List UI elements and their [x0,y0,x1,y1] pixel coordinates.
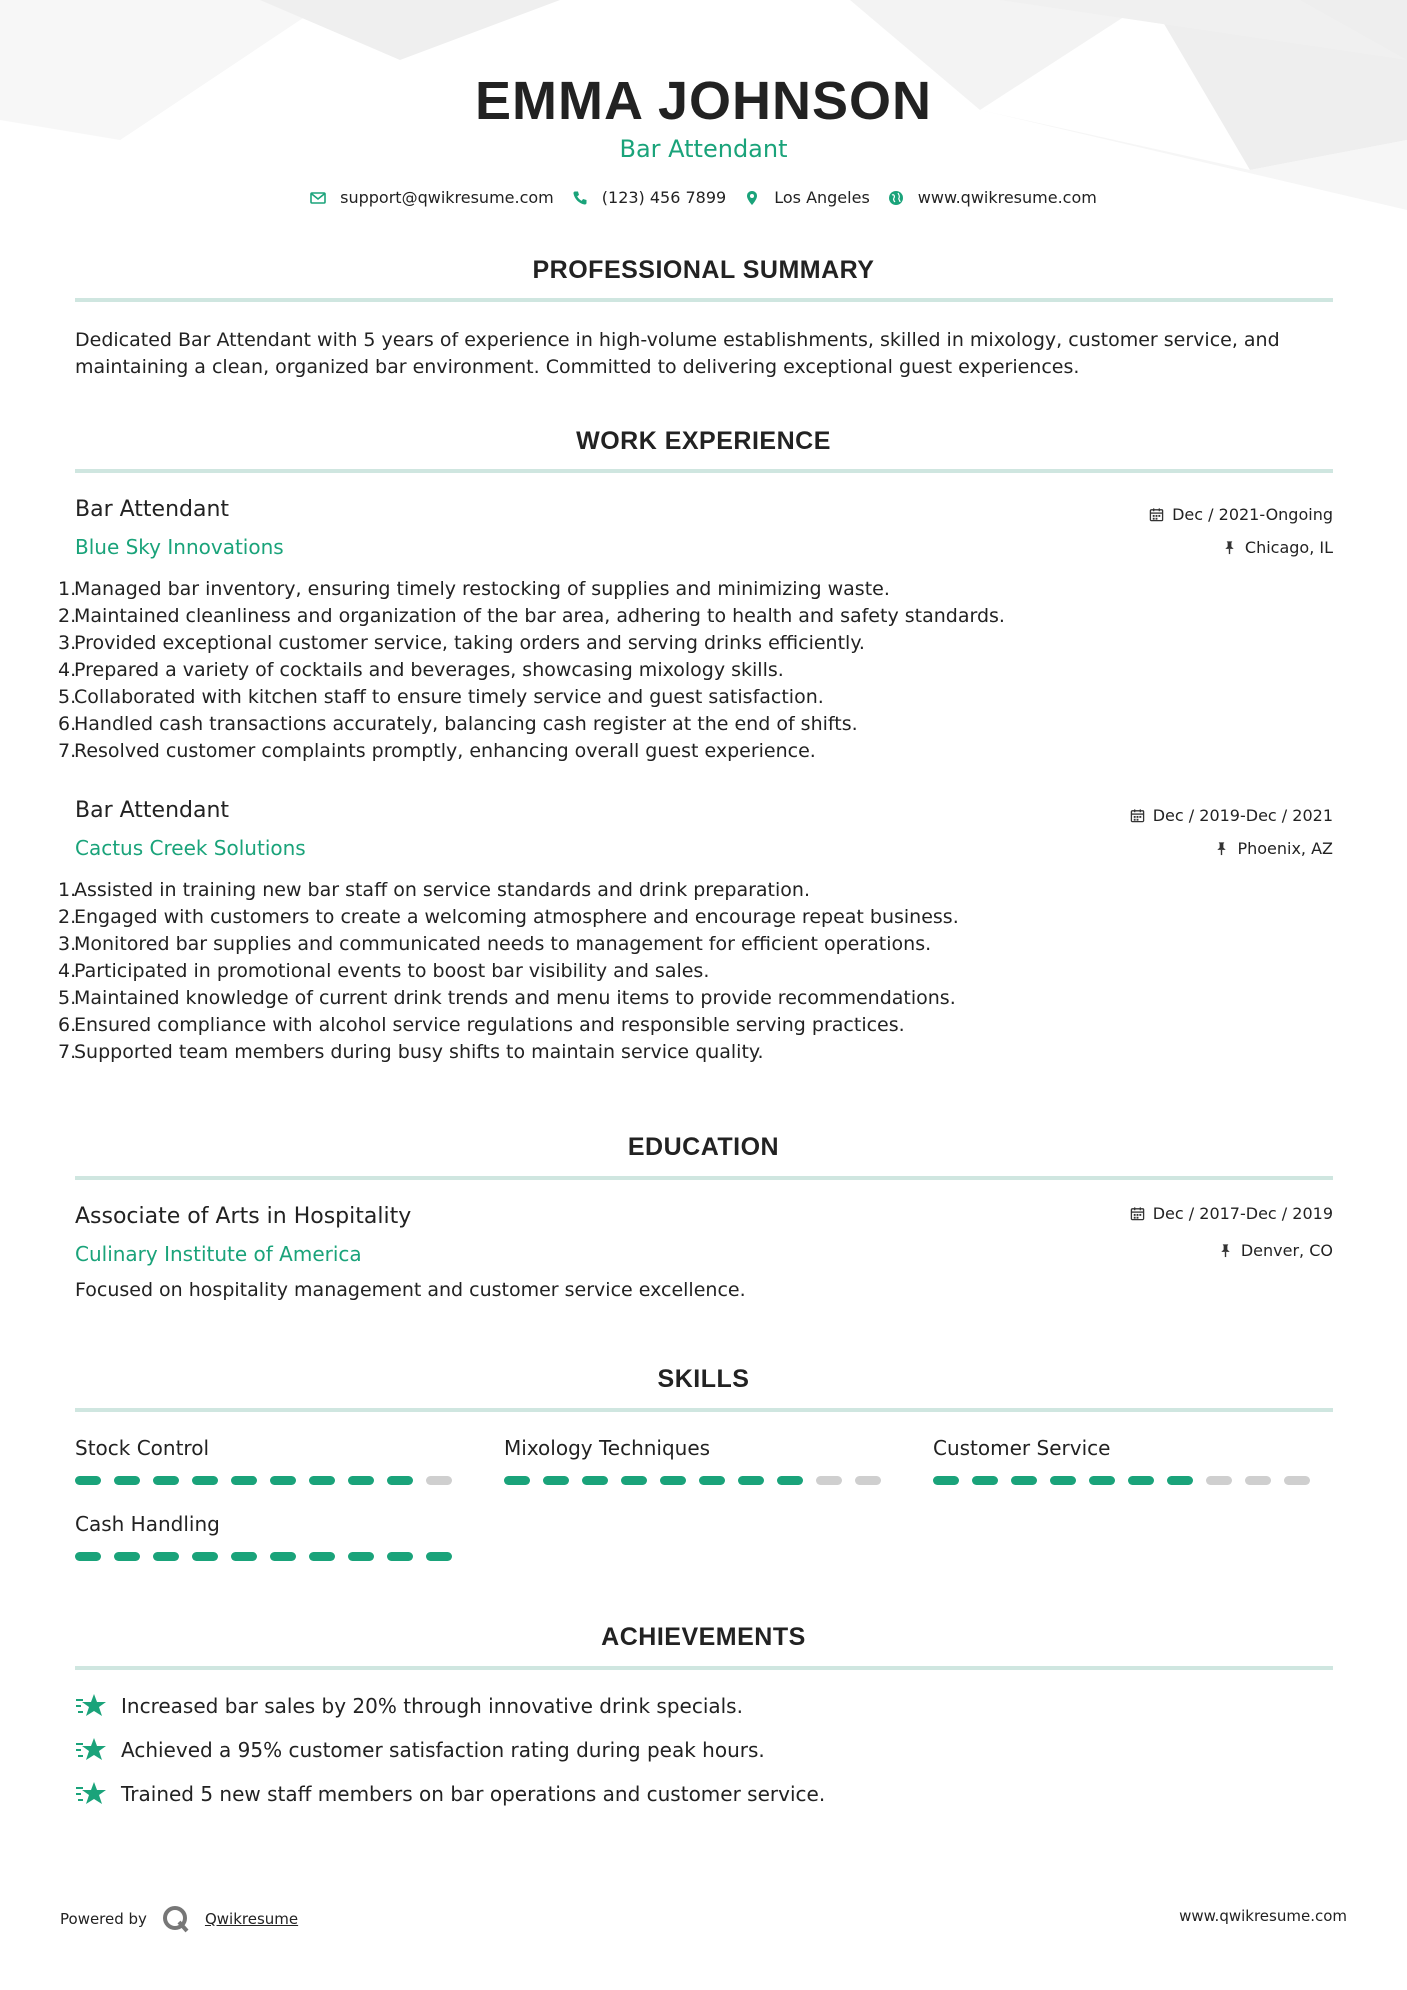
contact-location-text: Los Angeles [774,188,870,207]
education-degree: Associate of Arts in Hospitality [75,1204,412,1229]
achievement-item [75,1780,825,1808]
envelope-icon [310,190,326,206]
rating-dash-filled [270,1552,296,1561]
rating-dash-filled [1128,1476,1154,1485]
list-item: 5. Collaborated with kitchen staff to ensure timely service and guest satisfaction. [58,684,1333,711]
pushpin-icon [1214,841,1229,856]
list-item: 6. Handled cash transactions accurately, balancing cash register at the end of shifts. [58,711,1333,738]
contact-phone-text: (123) 456 7899 [601,188,727,207]
summary-divider [75,298,1333,302]
footer-powered-by [60,1904,298,1934]
list-item: 3. Monitored bar supplies and communicated needs to management for efficient operations. [58,931,1333,958]
job-location-text: Phoenix, AZ [1237,839,1333,858]
candidate-name: EMMA JOHNSON [474,71,933,131]
duty-text: Prepared a variety of cocktails and beverages, showcasing mixology skills. [74,659,784,681]
skill-name: Cash Handling [75,1512,220,1536]
skill-rating [75,1552,452,1561]
skill-name: Mixology Techniques [504,1436,711,1460]
list-item: 7. Supported team members during busy shifts to maintain service quality. [58,1039,1333,1066]
skill-name: Stock Control [75,1436,210,1460]
rating-dash-filled [75,1476,101,1485]
rating-dash-filled [972,1476,998,1485]
achievement-item [75,1736,765,1764]
education-description: Focused on hospitality management and customer service excellence. [75,1279,746,1301]
list-item: 4. Participated in promotional events to boost bar visibility and sales. [58,958,1333,985]
skill-item [75,1436,455,1460]
calendar-icon [1130,1206,1145,1221]
achievements-divider [75,1666,1333,1670]
contact-website[interactable] [888,188,1097,207]
duty-text: Maintained knowledge of current drink trends and menu items to provide recommendations. [74,987,956,1009]
contact-location [744,188,870,207]
qwikresume-link[interactable]: Qwikresume [204,1910,299,1928]
rating-dash-filled [387,1476,413,1485]
calendar-icon [1149,507,1164,522]
rating-dash-filled [1011,1476,1037,1485]
rating-dash-filled [114,1476,140,1485]
rating-dash-empty [855,1476,881,1485]
rating-dash-filled [504,1476,530,1485]
job-duties-list [58,877,1333,1066]
qwikresume-logo-icon [161,1904,191,1934]
contact-bar [0,188,1407,207]
achievement-text: Increased bar sales by 20% through innovative drink specials. [121,1694,743,1718]
candidate-role: Bar Attendant [619,135,788,163]
globe-icon [888,190,904,206]
rating-dash-empty [426,1476,452,1485]
summary-heading: PROFESSIONAL SUMMARY [532,256,875,284]
star-award-icon [75,1780,107,1808]
duty-text: Handled cash transactions accurately, balancing cash register at the end of shifts. [74,713,858,735]
map-marker-icon [744,190,760,206]
skills-divider [75,1408,1333,1412]
powered-by-label: Powered by [60,1910,147,1928]
duty-text: Participated in promotional events to boost bar visibility and sales. [74,960,710,982]
star-award-icon [75,1736,107,1764]
experience-divider [75,469,1333,473]
duty-text: Resolved customer complaints promptly, enhancing overall guest experience. [74,740,816,762]
rating-dash-filled [582,1476,608,1485]
achievement-item [75,1692,743,1720]
rating-dash-empty [1245,1476,1271,1485]
rating-dash-filled [192,1476,218,1485]
footer-website[interactable]: www.qwikresume.com [1179,1907,1347,1925]
skill-item [504,1436,884,1460]
pushpin-icon [1222,540,1237,555]
rating-dash-filled [270,1476,296,1485]
job-dates [1130,806,1333,825]
rating-dash-filled [153,1476,179,1485]
job-dates-text: Dec / 2021-Ongoing [1172,505,1333,524]
skills-heading: SKILLS [657,1365,750,1393]
list-item: 1. Assisted in training new bar staff on service standards and drink preparation. [58,877,1333,904]
duty-text: Maintained cleanliness and organization of the bar area, adhering to health and safety standards. [74,605,1005,627]
rating-dash-filled [426,1552,452,1561]
contact-website-text: www.qwikresume.com [917,188,1097,207]
skill-item [933,1436,1313,1460]
education-school: Culinary Institute of America [75,1242,362,1266]
rating-dash-filled [543,1476,569,1485]
duty-text: Engaged with customers to create a welcoming atmosphere and encourage repeat business. [74,906,959,928]
rating-dash-filled [1089,1476,1115,1485]
job-duties-list [58,576,1333,765]
contact-email[interactable] [310,188,554,207]
skill-rating [75,1476,452,1485]
rating-dash-filled [621,1476,647,1485]
rating-dash-filled [348,1552,374,1561]
job-company: Cactus Creek Solutions [75,836,306,860]
duty-text: Managed bar inventory, ensuring timely restocking of supplies and minimizing waste. [74,578,890,600]
list-item: 2. Engaged with customers to create a welcoming atmosphere and encourage repeat business. [58,904,1333,931]
rating-dash-filled [660,1476,686,1485]
achievement-text: Achieved a 95% customer satisfaction rating during peak hours. [121,1738,765,1762]
skill-name: Customer Service [933,1436,1111,1460]
job-location [1222,538,1333,557]
pushpin-icon [1218,1243,1233,1258]
list-item: 5. Maintained knowledge of current drink trends and menu items to provide recommendations. [58,985,1333,1012]
duty-text: Provided exceptional customer service, taking orders and serving drinks efficiently. [74,632,865,654]
list-item: 1. Managed bar inventory, ensuring timely restocking of supplies and minimizing waste. [58,576,1333,603]
rating-dash-filled [348,1476,374,1485]
education-location [1218,1241,1333,1260]
contact-phone[interactable] [572,188,726,207]
list-item: 6. Ensured compliance with alcohol service regulations and responsible serving practices. [58,1012,1333,1039]
duty-text: Monitored bar supplies and communicated needs to management for efficient operations. [74,933,932,955]
job-dates [1149,505,1333,524]
job-title: Bar Attendant [75,497,230,522]
skill-rating [933,1476,1310,1485]
education-heading: EDUCATION [627,1133,780,1161]
education-location-text: Denver, CO [1240,1241,1333,1260]
duty-text: Ensured compliance with alcohol service regulations and responsible serving practices. [74,1014,905,1036]
list-item: 3. Provided exceptional customer service, taking orders and serving drinks efficiently. [58,630,1333,657]
duty-text: Assisted in training new bar staff on service standards and drink preparation. [74,879,810,901]
calendar-icon [1130,808,1145,823]
education-dates-text: Dec / 2017-Dec / 2019 [1152,1204,1333,1223]
list-item: 7. Resolved customer complaints promptly, enhancing overall guest experience. [58,738,1333,765]
duty-text: Supported team members during busy shifts to maintain service quality. [74,1041,764,1063]
rating-dash-filled [699,1476,725,1485]
rating-dash-empty [1284,1476,1310,1485]
rating-dash-filled [1050,1476,1076,1485]
rating-dash-empty [816,1476,842,1485]
rating-dash-filled [1167,1476,1193,1485]
education-divider [75,1176,1333,1180]
rating-dash-filled [231,1552,257,1561]
rating-dash-filled [75,1552,101,1561]
job-dates-text: Dec / 2019-Dec / 2021 [1152,806,1333,825]
skill-rating [504,1476,881,1485]
job-title: Bar Attendant [75,798,230,823]
rating-dash-filled [231,1476,257,1485]
job-location-text: Chicago, IL [1244,538,1333,557]
rating-dash-filled [933,1476,959,1485]
phone-icon [572,190,588,206]
job-location [1214,839,1333,858]
duty-text: Collaborated with kitchen staff to ensure timely service and guest satisfaction. [74,686,824,708]
summary-text: Dedicated Bar Attendant with 5 years of experience in high-volume establishments, skilled in mixology, customer service, and maintaining a clean, organized bar environment. Committed to delivering exceptional guest experiences. [75,329,1280,378]
star-award-icon [75,1692,107,1720]
rating-dash-filled [387,1552,413,1561]
rating-dash-filled [309,1476,335,1485]
rating-dash-filled [738,1476,764,1485]
list-item: 4. Prepared a variety of cocktails and beverages, showcasing mixology skills. [58,657,1333,684]
rating-dash-filled [192,1552,218,1561]
education-dates [1130,1204,1333,1223]
rating-dash-filled [114,1552,140,1561]
list-item: 2. Maintained cleanliness and organization of the bar area, adhering to health and safety standards. [58,603,1333,630]
rating-dash-filled [777,1476,803,1485]
achievement-text: Trained 5 new staff members on bar operations and customer service. [121,1782,826,1806]
achievements-heading: ACHIEVEMENTS [601,1623,806,1651]
rating-dash-filled [153,1552,179,1561]
job-company: Blue Sky Innovations [75,535,284,559]
contact-email-text: support@qwikresume.com [340,188,554,207]
rating-dash-empty [1206,1476,1232,1485]
skill-item [75,1512,455,1536]
rating-dash-filled [309,1552,335,1561]
experience-heading: WORK EXPERIENCE [576,427,831,455]
